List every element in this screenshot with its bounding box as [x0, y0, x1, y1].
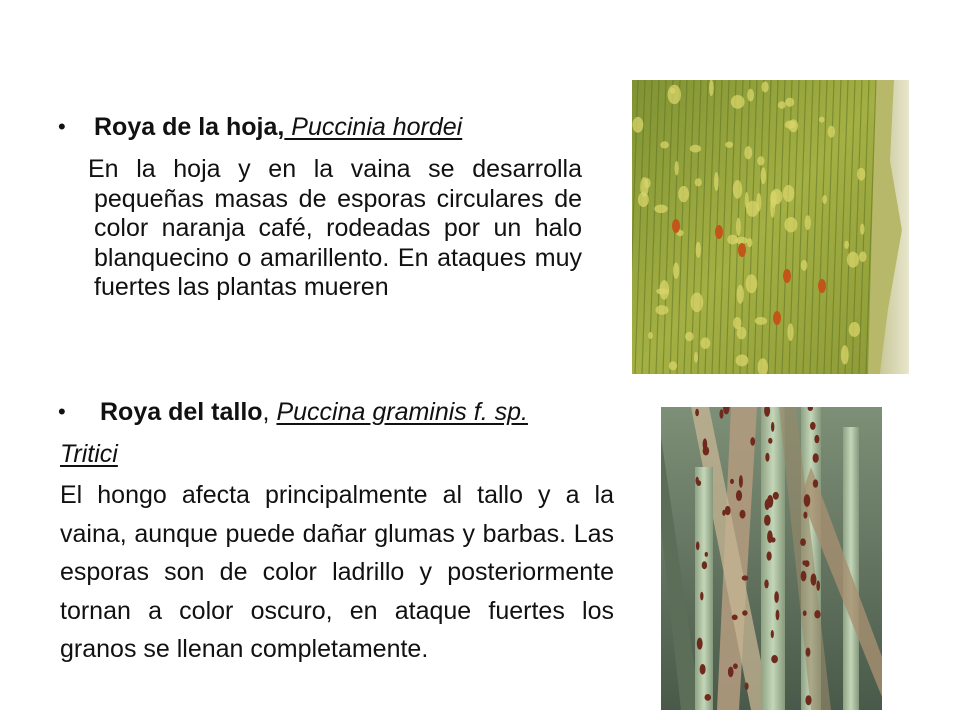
stem-rust-photo: [661, 407, 882, 710]
leaf-rust-title: [94, 111, 462, 143]
stem-rust-common-name: Roya del tallo: [100, 398, 263, 426]
title-separator: ,: [262, 398, 277, 426]
stem-rust-description: El hongo afecta principalmente al tallo y a la vaina, aunque puede dañar glumas y barbas. Las esporas son de color ladrillo y posteriormente tornan a color oscuro, en ataque fuertes los granos se llenan completamente.: [60, 481, 614, 664]
stem-rust-image: [661, 407, 882, 710]
leaf-rust-scientific-name: Puccinia hordei: [284, 113, 463, 141]
bullet-dot: •: [58, 399, 66, 424]
leaf-rust-photo: [632, 80, 909, 374]
leaf-rust-common-name: Roya de la hoja,: [94, 113, 285, 141]
bullet-dot: •: [58, 114, 66, 139]
stem-rust-scientific-name: Puccina graminis f. sp.: [276, 398, 528, 426]
leaf-rust-description: En la hoja y en la vaina se desarrolla pequeñas masas de esporas circulares de color naranja café, rodeadas por un halo blanquecino o amarillento. En ataques muy fuertes las plantas mueren: [88, 155, 582, 301]
leaf-rust-image: [632, 80, 909, 374]
stem-rust-scientific-name-cont: Tritici: [60, 440, 118, 468]
stem-rust-title: [100, 396, 528, 428]
